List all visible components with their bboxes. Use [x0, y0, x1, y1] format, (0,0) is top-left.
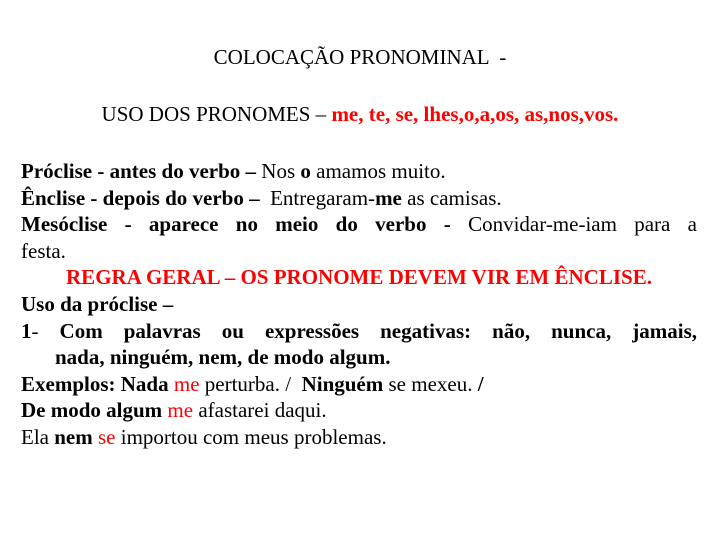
- page-title: COLOCAÇÃO PRONOMINAL -: [213, 45, 507, 69]
- exemplos-line: [21, 371, 697, 398]
- item-1-line-2: nada, ninguém, nem, de modo algum.: [55, 345, 391, 370]
- proclise-label: Próclise - antes do verbo –: [21, 159, 257, 183]
- exemplos-text-2: se mexeu.: [383, 371, 473, 396]
- item-1-text: Com palavras ou expressões negativas: não, nunca, jamais,: [59, 318, 697, 343]
- item-1-line-1: [21, 318, 697, 345]
- ela-line: [21, 424, 697, 451]
- mesoclise-label: Mesóclise - aparece no meio do verbo -: [21, 212, 451, 237]
- enclise-text-1: Entregaram-: [259, 185, 376, 210]
- item-1-dash: -: [31, 318, 60, 343]
- ela-text-1: Ela: [21, 424, 55, 449]
- body-text: [21, 158, 697, 451]
- proclise-text-2: amamos muito.: [310, 159, 446, 183]
- item-1-number: 1: [21, 318, 32, 343]
- exemplos-pronoun-me: me: [168, 371, 200, 396]
- proclise-pronoun: o: [300, 159, 311, 183]
- enclise-line: [21, 185, 697, 212]
- de-modo-label: De modo algum: [21, 398, 163, 423]
- ela-pronoun: se: [92, 424, 116, 449]
- exemplos-text-1: perturba. /: [199, 371, 297, 396]
- uso-proclise-heading: Uso da próclise –: [21, 291, 174, 316]
- subtitle-prefix: USO DOS PRONOMES –: [101, 102, 332, 126]
- mesoclise-line-2: festa.: [21, 238, 66, 263]
- de-modo-pronoun: me: [162, 398, 194, 423]
- enclise-label: Ênclise - depois do verbo –: [21, 185, 260, 210]
- mesoclise-line: [21, 211, 697, 238]
- de-modo-text: afastarei daqui.: [193, 398, 327, 423]
- subtitle-pronoun-list: me, te, se, lhes,o,a,os, as,nos,vos.: [331, 102, 619, 126]
- ela-text-2: importou com meus problemas.: [115, 424, 387, 449]
- regra-geral: REGRA GERAL – OS PRONOME DEVEM VIR EM ÊNCLISE.: [66, 265, 652, 290]
- proclise-text-1: Nos: [256, 159, 301, 183]
- de-modo-line: [21, 397, 697, 424]
- exemplos-slash: /: [472, 371, 484, 396]
- exemplos-label: Exemplos: Nada: [21, 371, 169, 396]
- ela-word-nem: nem: [54, 424, 93, 449]
- exemplos-word-ninguem: Ninguém: [296, 371, 384, 396]
- mesoclise-text: Convidar-me-iam para a: [450, 212, 697, 237]
- enclise-pronoun: me: [375, 185, 402, 210]
- subtitle: [0, 101, 720, 127]
- proclise-line: [21, 158, 697, 185]
- enclise-text-2: as camisas.: [401, 185, 502, 210]
